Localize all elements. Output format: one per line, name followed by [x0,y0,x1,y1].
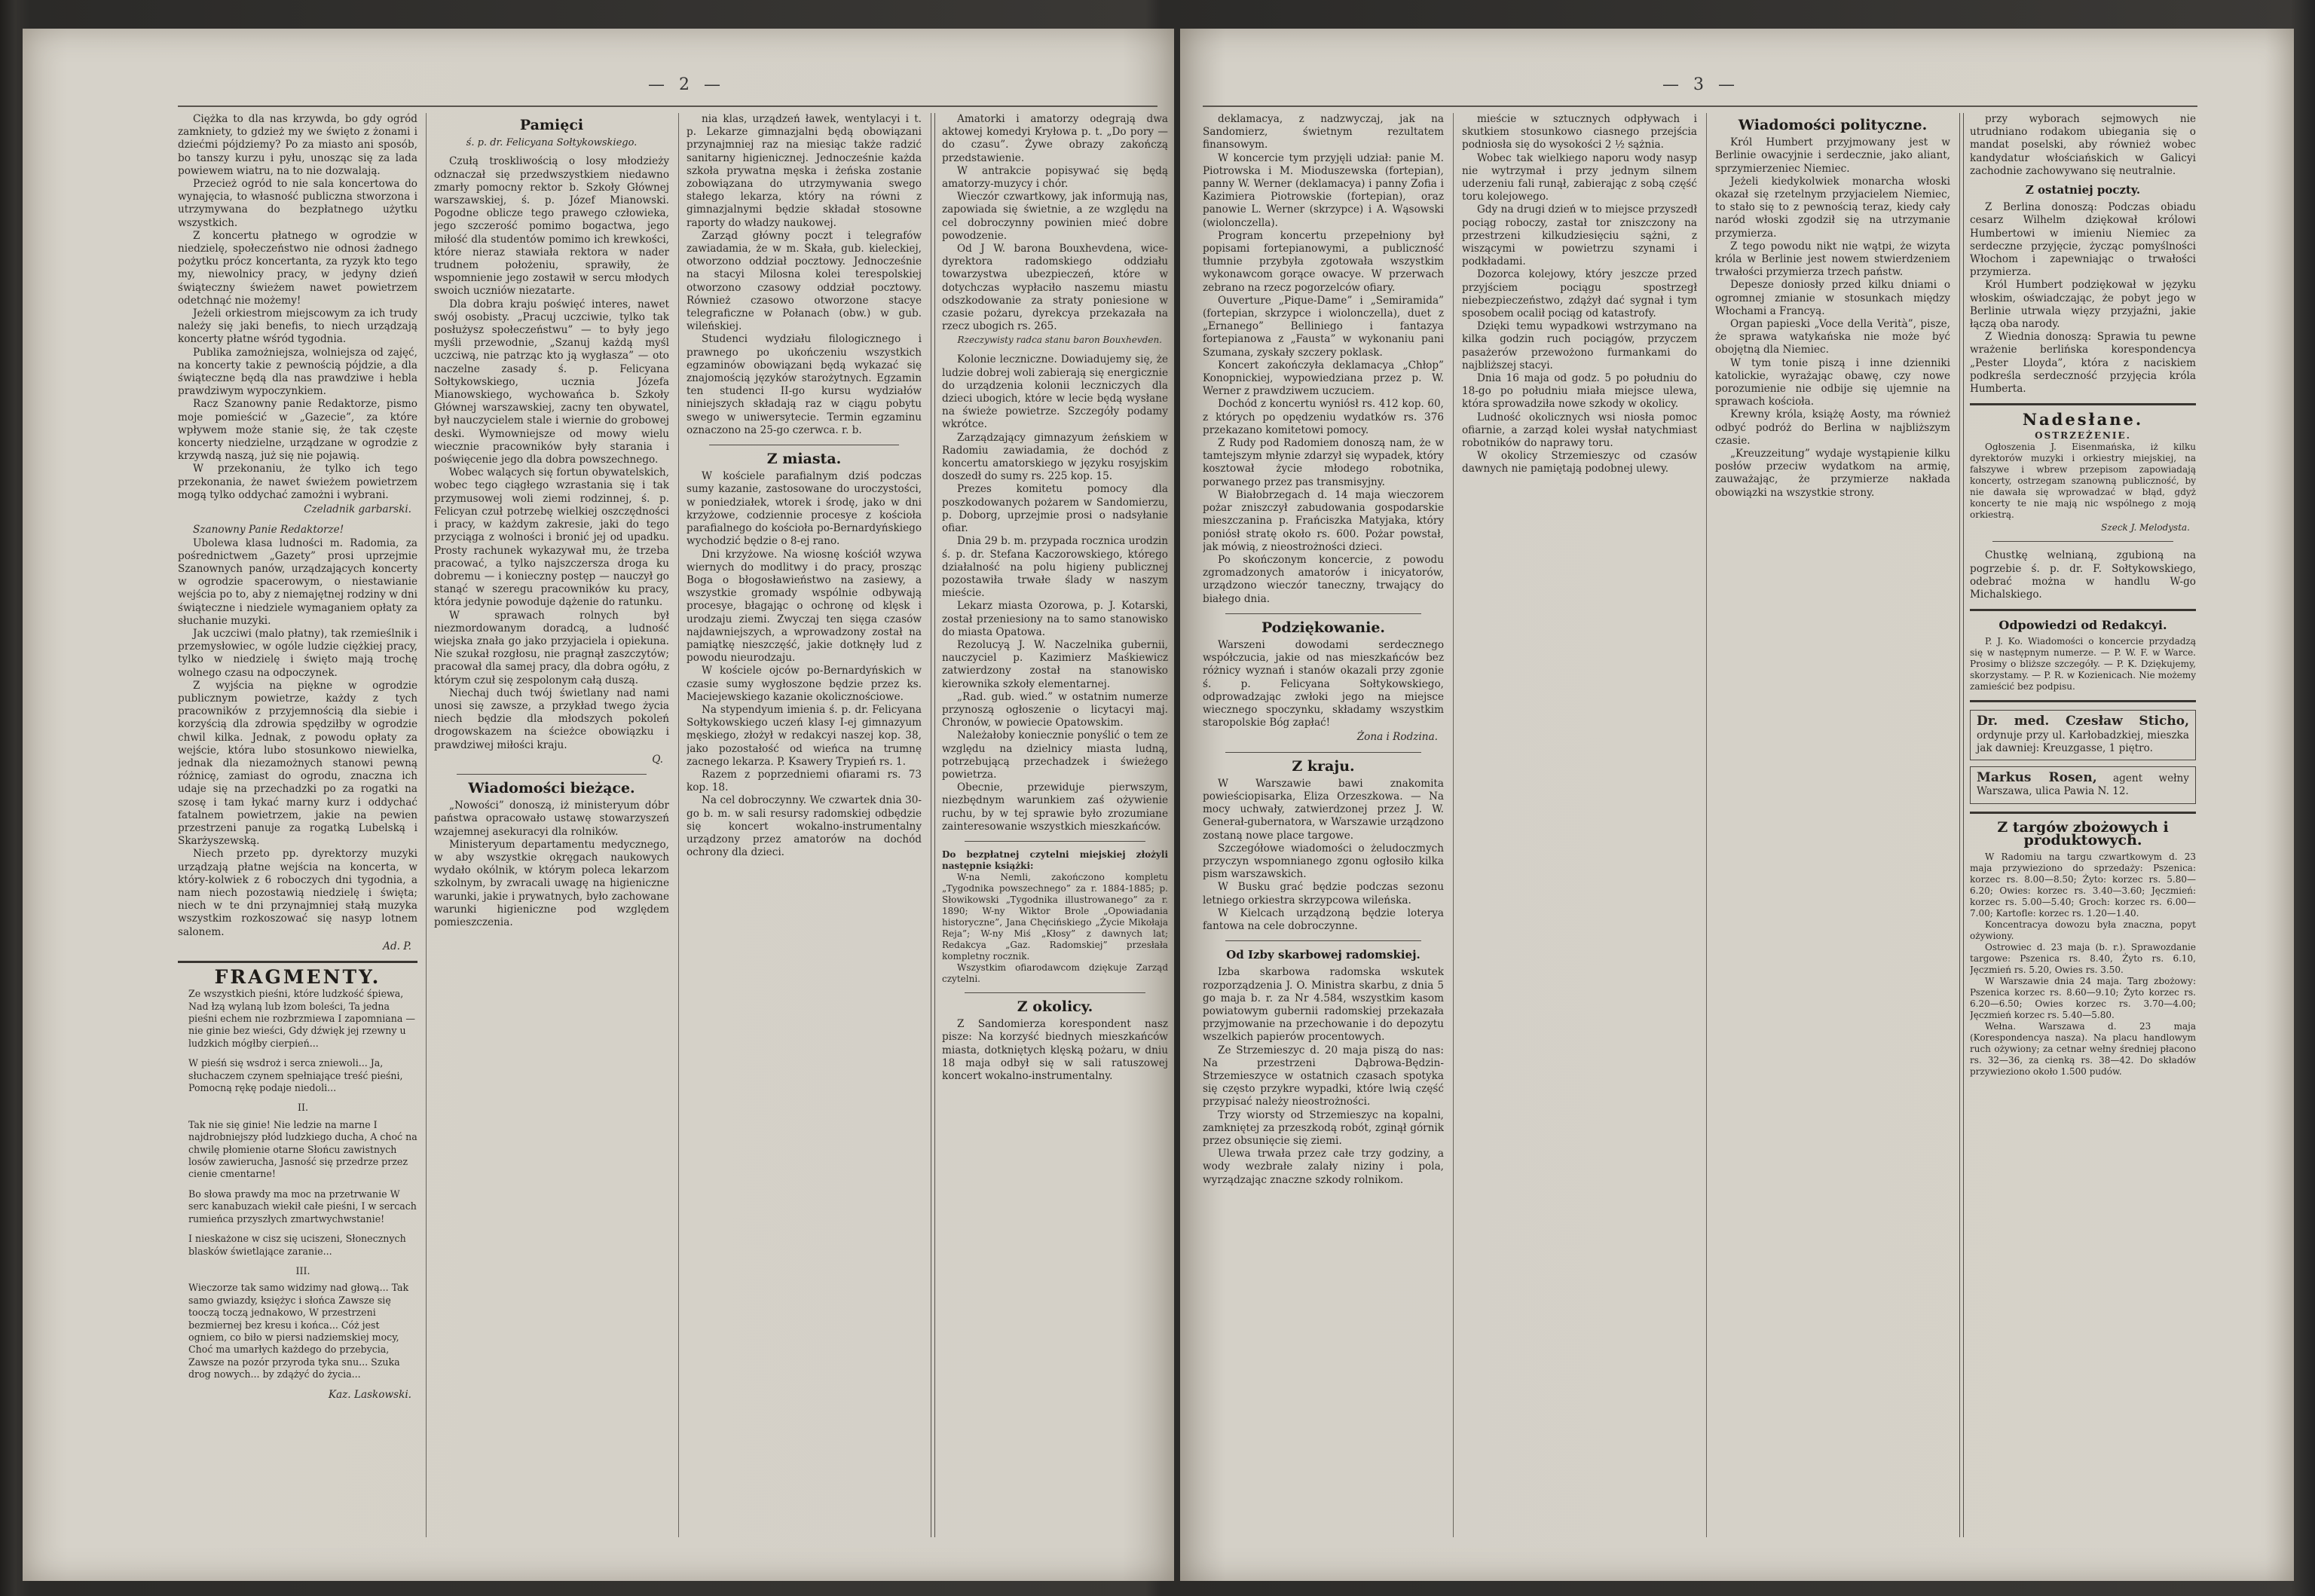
column-2 [1462,113,1697,1545]
paragraph: Depesze doniosły przed kilku dniami o ogromnej zmianie w stosunkach między Włochami a Francyą. [1715,279,1950,317]
column-4 [1970,113,2196,1545]
paragraph: Ciężka to dla nas krzywda, bo gdy ogród zamkniety, to gdzież my we święto z żonami i dziećmi pójdziemy? Po za miasto ani sposób, bo tanszy kurzu i pyłu, unosząc się za lada powiewem wiatru, na to nie dozwalają. [178,113,417,177]
section-title-nadeslane: Nadesłane. [2022,410,2144,430]
paragraph: Studenci wydziału filologicznego i prawnego po ukończeniu wszystkich egzaminów obowiązani będą wykazać się znajomością języków starożytnych. Egzamin ten studenci II-go kursu wydziałów niniejszych składają raz w ciągu pobytu swego w uniwersytecie. Termin egzaminu oznaczono na 25-go czerwca. r. b. [687,333,922,436]
paragraph: Ludność okolicznych wsi niosła pomoc ofiarnie, a zarząd kolei wysłał natychmiast robotników do naprawy toru. [1462,411,1697,450]
section-divider [1225,940,1421,941]
ad-name: Dr. med. Czesław Sticho, [1977,714,2189,729]
poem-author: Kaz. Laskowski. [328,1388,411,1401]
paragraph: Jak uczciwi (malo płatny), tak rzemieślnik i przemysłowiec, w ogóle ludzie ciężkiej pracy, tylko w niedzielę i święto mają trochę wolnego czasu na odpoczynek. [178,627,417,679]
paragraph: Ze Strzemieszyc d. 20 maja piszą do nas: Na przestrzeni Dąbrowa-Będzin-Strzemieszyce w ostatnich czasach spotyka się często przykre wypadki, które lwią część przypisać należy nieostrożności. [1203,1044,1444,1108]
paragraph: W antrakcie popisywać się będą amatorzy-muzycy i chór. [942,164,1168,191]
paragraph: Wobec tak wielkiego naporu wody nasyp nie wytrzymał i przy jednym silnem uderzeniu fali runął, zabierając z sobą część toru kolejowego. [1462,151,1697,203]
section-divider [457,774,647,775]
advertisement-doctor [1970,710,2196,760]
letter-salutation: Szanowny Panie Redaktorze! [193,524,344,537]
paragraph: Amatorki i amatorzy odegrają dwa aktowej komedyi Kryłowa p. t. „Do pory — do czasu”. Żywe obrazy zakończą przedstawienie. [942,113,1168,164]
paragraph: Dla dobra kraju poświęć interes, nawet swój osobisty. „Pracuj uczciwie, tylko tak posłużysz społeczeństwu” — to były jego myśli przewodnie, „Szanuj każdą myśl uczciwą, nie patrząc kto ją wygłasza” — oto naczelne zasady ś. p. Felicyana Sołtykowskiego, ucznia Józefa Mianowskiego, wychowańca b. Szkoły Głównej warszawskiej, zacny ten obywatel, był nauczycielem stale i wiernie do grobowej deski. Wymowniejsze od mowy wielu wiecznie pracowników były starania i poświęcenie jego dla dobra powszechnego. [434,298,669,466]
newspaper-page-right [1180,29,2294,1581]
column-rule-double [931,113,935,1537]
paragraph: W Warszawie dnia 24 maja. Targ zbożowy: Pszenica korzec rs. 8.60—9.10; Żyto korzec rs. 6.20—6.50; Owies korzec rs. 3.70—4.00; Jęczmień korzec rs. 5.40—5.80. [1970,975,2196,1020]
paragraph: Ouverture „Pique-Dame” i „Semiramida” (fortepian, skrzypce i wiolonczella), duet z „Ernanego” Belliniego i fantazya fortepianowa z „Fausta” w wykonaniu pani Szumana, zyskały szczery poklask. [1203,294,1444,359]
page-number: — 3 — [1662,75,1739,94]
paragraph: W okolicy Strzemieszyc od czasów dawnych nie pamiętają podobnej ulewy. [1462,450,1697,475]
section-title-odpowiedzi-redakcyi: Odpowiedzi od Redakcyi. [1998,618,2167,633]
poem-stanza: Wieczorze tak samo widzimy nad głową... Tak samo gwiazdy, księżyc i słońca Zawsze się tooczą toczą jednakowo, W przestrzeni bezmiernej bez kresu i końca... Cóż jest ogniem, co biło w piersi nadziemskiej mocy, Choć ma umarłych każdego do przebycia, Zawsze na pozór przyroda tyka snu... Szuka drog nowych... by zdążyć do życia... [188,1282,409,1380]
paragraph: przy wyborach sejmowych nie utrudniano rodakom ubiegania się o mandat poselski, aby również wobec kandydatur włościańskich w Galicyi zachodnie zachowywano się neutralnie. [1970,113,2196,177]
section-divider [1225,613,1421,614]
column-rule-double [1959,113,1964,1537]
paragraph: W Kielcach urządzoną będzie loterya fantowa na cele dobroczynne. [1203,907,1444,932]
paragraph: Z Rudy pod Radomiem donoszą nam, że w tamtejszym młynie zdarzył się wypadek, który kosztował życie młodego robotnika, porwanego przez pas transmisyjny. [1203,437,1444,488]
paragraph: Zarządzający gimnazyum żeńskiem w Radomiu zawiadamia, że dochód z koncertu amatorskiego w języku rosyjskim doszedł do sumy rs. 225 kop. 15. [942,431,1168,483]
paragraph: Po skończonym koncercie, z powodu zgromadzonych amatorów i inicyatorów, urządzono wieczór taneczny, trwający do białego dnia. [1203,553,1444,605]
section-title-z-kraju: Z kraju. [1292,757,1355,775]
section-title-wiadomosci-polityczne: Wiadomości polityczne. [1738,117,1928,133]
section-title-wiadomosci-biezace: Wiadomości bieżące. [468,779,635,796]
paragraph: Ulewa trwała przez całe trzy godziny, a wody wezbrałe zalały niziny i pola, wyrządzając znaczne szkody rolnikom. [1203,1148,1444,1186]
paragraph: Z koncertu płatnego w ogrodzie w niedzielę, społeczeństwo nie odnosi żadnego pożytku prócz koncertanta, za ryzyk kto tego my, niewolnicy pracy, w jedyny dzień świąteczny świeżem nawet powietrzem odetchnąć nie możemy! [178,229,417,307]
poem-stanza: W pieśń się wsdroż i serca zniewoli... Ja, słuchaczem czynem spełniające treść pieśni, Pomocną rękę podaje niedoli... [188,1057,403,1094]
paragraph: „Kreuzzeitung” wydaje wystąpienie kilku posłów przeciw wydatkom na armię, zauważając, że przymierze nakłada obowiązki na wszystkie strony. [1715,448,1950,499]
paragraph: Lekarz miasta Ozorowa, p. J. Kotarski, został przeniesiony na to samo stanowisko do miasta Opatowa. [942,600,1168,638]
paragraph: W Białobrzegach d. 14 maja wieczorem pożar zniszczył zabudowania gospodarskie mieszczanina p. Frańciszka Matyjaka, który poniósł stratę około rs. 600. Pożar powstał, jak mówią, z nieostrożności dzieci. [1203,488,1444,553]
paragraph: Zarząd główny poczt i telegrafów zawiadamia, że w m. Skała, gub. kieleckiej, otworzono oddział pocztowy. Jednocześnie na stacyi Milosna kolei terespolskiej otworzono czasowy oddział pocztowy. Również czasowo otworzone stacye telegraficzne w Połanach (obw.) w gub. wileńskiej. [687,229,922,333]
section-title-fragmenty: FRAGMENTY. [214,966,381,988]
column-rule [1453,113,1454,1537]
signature: Żona i Rodzina. [1356,731,1438,744]
signature: Szeck J. Melodysta. [2101,522,2190,534]
signature: Czeladnik garbarski. [304,503,411,516]
ad-text: agent wełny Warszawa, ulica Pawia N. 12. [1977,772,2189,798]
section-title-z-ostatniej-poczty: Z ostatniej poczty. [2025,183,2141,197]
column-rule [1706,113,1707,1537]
paragraph: W sprawach rolnych był niezmordowanym doradcą, a ludność wiejska znała go jako przyjaciela i opiekuna. Nie szukał rozgłosu, nie pragnął zaszczytów; pracował dla samej pracy, dla dobra ogółu, z którym czuł się zespolonym całą duszą. [434,609,669,686]
section-divider [1970,403,2196,405]
section-divider [1970,812,2196,814]
paragraph: W Busku grać będzie podczas sezonu letniego orkiestra skrzypcowa wileńska. [1203,881,1444,907]
section-title-podziekowanie: Podziękowanie. [1261,619,1386,636]
column-1 [178,113,417,1545]
paragraph: „Rad. gub. wied.” w ostatnim numerze przynoszą ogłoszenie o licytacyi maj. Chronów, w powiecie Opatowskim. [942,690,1168,729]
paragraph: Dnia 29 b. m. przypada rocznica urodzin ś. p. dr. Stefana Kaczorowskiego, którego działalność na polu higieny publicznej pozostawiła trwałe ślady w naszym mieście. [942,535,1168,600]
paragraph: Król Humbert podziękował w języku włoskim, oświadczając, że pobyt jego w Berlinie utrwala więzy przyjaźni, jakie łączą oba narody. [1970,279,2196,331]
warning-heading: OSTRZEŻENIE. [2035,430,2131,442]
paragraph: Ubolewa klasa ludności m. Radomia, za pośrednictwem „Gazety” prosi uprzejmie Szanownych panów, urządzających koncerty w ogrodzie spacerowym, o niestawianie wejścia po to, aby z niemajętnej rodziny w dni świąteczne i niedziele wymaganiem opłaty za słuchanie muzyki. [178,537,417,627]
paragraph: Rezolucyą J. W. Naczelnika gubernii, nauczyciel p. Kazimierz Maśkiewicz zatwierdzony został na stanowisko kierownika szkoły elementarnej. [942,638,1168,690]
section-divider [965,992,1145,993]
paragraph: Na stypendyum imienia ś. p. dr. Felicyana Sołtykowskiego uczeń klasy I-ej gimnazyum męskiego, złożył w redakcyi naszej kop. 38, jako pozostałość od wieńca na trumnę zacnego lekarza. P. Ksawery Trypień rs. 1. [687,703,922,768]
paragraph: Warszeni dowodami serdecznego współczucia, jakie od nas mieszkańców bez różnicy wyznań i stanów okazali przy zgonie ś. p. Felicyana Sołtykowskiego, odprowadzając zwłoki jego na miejsce wiecznego spoczynku, składamy wszystkim staropolskie Bóg zapłać! [1203,638,1444,729]
poem-stanza: Ze wszystkich pieśni, które ludzkość śpiewa, Nad łzą wylaną lub łzom boleści, Ta jedna pieśni echem nie rozbrzmiewa I zapomniana — nie ginie bez wieści, Gdy dźwięk jej rzewny u ludzkich mógłby cierpień... [188,988,415,1049]
paragraph: deklamacya, z nadzwyczaj, jak na Sandomierz, świetnym rezultatem finansowym. [1203,113,1444,151]
paragraph: Z wyjścia na piękne w ogrodzie publicznym powietrze, każdy z tych pracowników z przyjemnością dla siebie i korzyścią dla zdrowia spędziłby w ogrodzie chwil kilka. Jednak, z powodu opłaty za wejście, która lubo stosunkowo niewielka, jednak dla niezamożnych stanowi pewną różnicę, zamiast do ogrodu, znaczna ich udaje się na przechadzki po za rogatki na szosę i tam łykać marny kurz i oddychać fatalnem powietrzem, jakie na pewien przestrzeni panuje za rogatką Lubelską i Skarżyszewską. [178,679,417,848]
paragraph: Dnia 16 maja od godz. 5 po południu do 18-go po południu miała miejsce ulewa, która sprowadziła nowe szkody w okolicy. [1462,372,1697,411]
paragraph: Od J W. barona Bouxhevdena, wice-dyrektora radomskiego oddziału towarzystwa ubezpieczeń, które w dotychczas wypłaciło naszemu miastu odszkodowanie za straty poniesione w czasie pożaru, dyrekcya przekazała na rzecz ubogich rs. 265. [942,243,1168,333]
paragraph: Koncentracya dowozu była znaczna, popyt ożywiony. [1970,919,2196,941]
paragraph: Ministeryum departamentu medycznego, w aby wszystkie okręgach naukowych wydało okólnik, w którym poleca lekarzom szkolnym, by zwracali uwagę na higieniczne warunki, jakie i prywatnych, było zachowane warunki higieniczne pod względem pomieszczenia. [434,838,669,928]
section-divider [965,841,1145,842]
paragraph: Z Berlina donoszą: Podczas obiadu cesarz Wilhelm dziękował królowi Humbertowi w imieniu Niemiec za serdeczne przyjęcie, życząc pomyślności Włochom i zapewniając o trwałości przymierza. [1970,201,2196,279]
paragraph: Razem z poprzedniemi ofiarami rs. 73 kop. 18. [687,768,922,794]
paragraph: Jeżeli kiedykolwiek monarcha włoski okazał się rzetelnym przyjacielem Niemiec, to stało się to z pewnością teraz, kiedy cały naród włoski zgodził się na utrzymanie przymierza. [1715,175,1950,240]
section-title-z-miasta: Z miasta. [766,451,842,468]
paragraph: Prezes komitetu pomocy dla poszkodowanych pożarem w Sandomierzu, p. Doborg, uprzejmie prosi o nadsyłanie ofiar. [942,483,1168,535]
header-rule [178,105,1158,107]
advertisement-agent [1970,766,2196,803]
paragraph: Jeżeli orkiestrom miejscowym za ich trudy należy się jaki benefis, to niech urządzają koncerty płatne wśród tygodnia. [178,307,417,346]
paragraph: W przekonaniu, że tylko ich tego przekonania, że nawet świeżem powietrzem mogą tylko oddychać zamożni i wybrani. [178,463,417,501]
section-divider [1225,752,1421,753]
poem-stanza: I nieskażone w cisz się uciszeni, Słonecznych blasków świetlające zaranie... [188,1233,406,1257]
paragraph: Dochód z koncertu wyniósł rs. 412 kop. 60, z których po opędzeniu wydatków rs. 376 przekazano komitetowi pomocy. [1203,398,1444,436]
paragraph: Wszystkim ofiarodawcom dziękuje Zarząd czytelni. [942,962,1168,984]
paragraph: W Radomiu na targu czwartkowym d. 23 maja przywieziono do sprzedaży: Pszenica: korzec rs. 8.00—8.50; Żyto: korzec rs. 5.80—6.20; Owies: korzec rs. 3.40—3.60; Jęczmień: korzec rs. 5.00—5.40; Groch: korzec rs. 6.00—7.00; Kartofle: korzec rs. 1.20—1.40. [1970,851,2196,919]
paragraph: mieście w sztucznych odpływach i skutkiem stosunkowo ciasnego przejścia podniosła się do wysokości 2 ½ sążnia. [1462,113,1697,151]
paragraph: Kolonie leczniczne. Dowiadujemy się, że ludzie dobrej woli zabierają się energicznie do urządzenia kolonii leczniczych dla dzieci ubogich, które w lecie będą wysłane na świeże powietrze. Szczegóły podamy wkrótce. [942,353,1168,431]
notice-lost-item: Chustkę welnianą, zgubioną na pogrzebie ś. p. dr. F. Sołtykowskiego, odebrać można w handlu W-go Michalskiego. [1970,549,2196,601]
paragraph: Szczegółowe wiadomości o żeludoczmych przyczyn wspomnianego zgonu ogłosiło kilka pism warszawskich. [1203,842,1444,881]
paragraph: W koncercie tym przyjęli udział: panie M. Piotrowska i M. Mioduszewska (fortepian), panny W. Werner (deklamacya) i panny Zofia i Kazimiera Piotrowskie (fortepian), oraz panowie L. Werner (skrzypce) i A. Wąsowski (wiolonczella). [1203,151,1444,229]
poem-part-number: III. [295,1264,310,1276]
section-title-z-okolicy: Z okolicy. [1017,998,1093,1015]
paragraph: Niech przeto pp. dyrektorzy muzyki urządzają płatne wejścia na koncerta, w który-kolwiek z 6 roboczych dni tygodnia, a nam niech pozostawią niedzielę i święta; niech w te dni przynajmniej stałą muzyka wszystkim rozkoszować się nasyp lotnem salonem. [178,848,417,938]
ad-name: Markus Rosen, [1977,770,2097,786]
paragraph: Krewny króla, książę Aosty, ma również odbyć podróż do Berlina w najbliższym czasie. [1715,408,1950,447]
paragraph: Czułą troskliwością o losy młodzieży odznaczał się przedwszystkiem niedawno zmarły pomocny rektor b. Szkoły Głównej warszawskiej, ś. p. Józef Mianowski. Pogodne oblicze tego prawego człowieka, jego szczerość pomimo bogactwa, jego miłość dla studentów pomimo ich krewkości, które nieraz stawiała rektora w nader trudnem położeniu, sprawiły, że wspomnienie jego zostawił w sercu młodych swoich uczniów niezatarte. [434,155,669,298]
paragraph: Z tego powodu nikt nie wątpi, że wizyta króla w Berlinie jest nowem stwierdzeniem trwałości przymierza trzech państw. [1715,240,1950,279]
paragraph: Z Wiednia donoszą: Sprawia tu pewne wrażenie berlińska korespondencya „Pester Lloyda”, która z naciskiem podkreśla serdeczność przyjęcia króla Humberta. [1970,331,2196,396]
paragraph: Izba skarbowa radomska wskutek rozporządzenia J. O. Ministra skarbu, z dnia 5 go maja b. r. za Nr 4.584, wszystkim kasom powiatowym gubernii radomskiej przekazała przyjmowanie na przechowanie i do depozytu wszelkich papierów procentowych. [1203,966,1444,1044]
section-divider [1970,609,2196,611]
column-3 [687,113,922,1545]
section-divider [1970,700,2196,702]
paragraph: Publika zamożniejsza, wolniejsza od zajęć, na koncerty takie z pewnością pójdzie, a dla świąteczne będą dla nas prawdziwe i hebla prawdziwym wypoczynkiem. [178,346,417,398]
section-divider [1992,541,2173,542]
paragraph: P. J. Ko. Wiadomości o koncercie przydadzą się w następnym numerze. — P. W. F. w Warce. Prosimy o bliższe szczegóły. — P. K. Dziękujemy, skorzystamy. — P. R. w Kozienicach. Nie możemy zamieścić bez podpisu. [1970,636,2196,693]
paragraph: nia klas, urządzeń ławek, wentylacyi i t. p. Lekarze gimnazjalni będą obowiązani przynajmniej raz na miesiąc także radzić sanitarny higienicznej. Jednocześnie każda szkoła prywatna męska i żeńska zostanie zobowiązana do utrzymywania swego stałego lekarza, który na równi z gimnazjalnymi będzie składał stosowne raporty do władzy naukowej. [687,113,922,229]
paragraph: Należałoby koniecznie ponyślić o tem ze względu na dzielnicy miasta ludną, potrzebującą przechadzek i świeżego powietrza. [942,729,1168,781]
newspaper-page-left [23,29,1174,1581]
paragraph: Przecież ogród to nie sala koncertowa do wynajęcia, to własność publiczna stworzona i utrzymywana do bezpłatnego użytku wszystkich. [178,178,417,229]
paragraph: W kościele parafialnym dziś podczas sumy kazanie, zastosowane do uroczystości, w poniedziałek, wtorek i środę, jako w dni krzyżowe, codziennie procesye z kościoła parafialnego do kościoła po-Bernardyńskiego wychodzić będzie o 8-ej rano. [687,470,922,548]
paragraph: Koncert zakończyła deklamacya „Chłop” Konopnickiej, wypowiedziana przez p. W. Werner z prawdziwem uczuciem. [1203,359,1444,398]
paragraph: Król Humbert przyjmowany jest w Berlinie owacyjnie i serdecznie, jako aliant, sprzymierzeniec Niemiec. [1715,136,1950,175]
paragraph: Obecnie, przewiduje pierwszym, niezbędnym warunkiem zaś ożywienie ruchu, by w tej sprawie było zrozumiane zainteresowanie wszystkich mieszkańców. [942,781,1168,833]
section-title-z-targow: Z targów zbożowych i produktowych. [1997,818,2169,848]
ad-text: ordynuje przy ul. Karłobadzkiej, mieszka jak dawniej: Kreuzgasse, 1 piętro. [1977,729,2189,754]
column-rule [426,113,427,1537]
column-1 [1203,113,1444,1545]
paragraph: Ostrowiec d. 23 maja (b. r.). Sprawozdanie targowe: Pszenica rs. 8.40, Żyto rs. 6.10, Jęczmień rs. 5.20, Owies rs. 3.50. [1970,941,2196,975]
poem-part-number: II. [298,1102,308,1114]
section-title-pamieci: Pamięci [519,117,584,133]
column-4 [942,113,1168,1545]
column-2 [434,113,669,1545]
paragraph: W Warszawie bawi znakomita powieściopisarka, Eliza Orzeszkowa. — Na mocy uchwały, zatwierdzonej przez J. W. Generał-gubernatora, w Warszawie urządzono zostaną nowe place targowe. [1203,777,1444,842]
paragraph: W-na Nemli, zakończono kompletu „Tygodnika powszechnego” za r. 1884-1885; p. Słowikowski „Tygodnika illustrowanego” za r. 1890; W-ny Wiktor Brole „Opowiadania historyczne”, Jana Chęcińskiego „Życie Mikołaja Reja”; W-ny Miś „Kłosy” z dawnych lat; Redakcya „Gaz. Radomskiej” przesłała kompletny rocznik. [942,871,1168,962]
paragraph: Program koncertu przepełniony był popisami fortepianowymi, a publiczność tłumnie przybyła zgotowała wszystkim wykonawcom gorące owacye. W przerwach zebrano na rzecz pogorzelców ofiary. [1203,229,1444,294]
poem-stanza: Bo słowa prawdy ma moc na przetrwanie W serc kanabuzach wiekił całe pieśni, I w sercach rumieńca przyszłych zmartwychwstanie! [188,1188,417,1225]
paragraph: Gdy na drugi dzień w to miejsce przyszedł pociąg roboczy, zastał tor zniszczony na przestrzeni kilkudziesięciu sążni, z wiszącymi w powietrzu szynami i podkładami. [1462,203,1697,268]
signature: Ad. P. [383,940,411,952]
section-subtitle: ś. p. dr. Felicyana Sołtykowskiego. [466,137,638,149]
signature: Q. [652,753,663,766]
paragraph: „Nowości” donoszą, iż ministeryum dóbr państwa opracowało ustawę stowarzyszeń wzajemnej asekuracyi dla rolników. [434,800,669,838]
paragraph: Wełna. Warszawa d. 23 maja (Korespondencya nasza). Na placu handlowym ruch ożywiony; za cetnar wełny średniej płacono rs. 32—36, za cienką rs. 38—42. Do składów przywieziono około 1.500 pudów. [1970,1020,2196,1077]
paragraph: Racz Szanowny panie Redaktorze, pismo moje pomieścić w „Gazecie”, za które wpływem może stanie się, że tak częste koncerty niedzielne, urządzane w ogrodzie z krzywdą naszą, już się nie pojawią. [178,398,417,463]
poem-stanza: Tak nie się ginie! Nie ledzie na marne I najdrobniejszy płód ludzkiego ducha, A choć na chwilę płomienie otarne Słońcu zawistnych losów zawierucha, Jasność się przedrze przez cienie cmentarne! [188,1118,417,1180]
section-title-izba-skarbowa: Od Izby skarbowej radomskiej. [1226,948,1420,962]
poem [178,988,417,1380]
paragraph: Wieczór czwartkowy, jak informują nas, zapowiada się świetnie, a ze względu na cel dobroczynny powinien mieć dobre powodzenie. [942,191,1168,242]
paragraph: Organ papieski „Voce della Verità”, pisze, że sprawa watykańska nie może być obojętną dla Niemiec. [1715,318,1950,356]
page-number: — 2 — [648,75,725,94]
paragraph: Niechaj duch twój świetlany nad nami unosi się zawsze, a przykład twego życia niech będzie dla młodszych pokoleń drogowskazem na ścieżce obowiązku i prawdziwej miłości kraju. [434,686,669,751]
column-3 [1715,113,1950,1545]
section-divider [178,961,417,963]
paragraph: Dozorca kolejowy, który jeszcze przed przyjściem pociągu spostrzegł niebezpieczeństwo, zdążył dać sygnał i tym sposobem ocalił pociąg od katastrofy. [1462,268,1697,320]
paragraph: Trzy wiorsty od Strzemieszyc na kopalni, zamkniętej za przeszkodą robót, zginął górnik przez obsunięcie się ziemi. [1203,1108,1444,1148]
header-rule [1203,105,2197,107]
library-notice-title: Do bezpłatnej czytelni miejskiej złożyli następnie książki: [942,848,1168,871]
paragraph: Ogłoszenia J. Eisenmańska, iż kilku dyrektorów muzyki i orkiestry miejskiej, na fałszywe i wbrew przepisom zapowiadają koncerty, ostrzegam szanowną publiczność, by nie dawała się wprowadzać w błąd, gdyż koncerty te nie mają nic wspólnego z moją orkiestrą. [1970,442,2196,521]
column-rule [678,113,679,1537]
paragraph: Z Sandomierza korespondent nasz pisze: Na korzyść biednych mieszkańców miasta, dotkniętych klęską pożaru, w dniu 18 maja odbył się w sali ratuszowej koncert wokalno-instrumentalny. [942,1018,1168,1082]
paragraph: Dni krzyżowe. Na wiosnę kościół wzywa wiernych do modlitwy i do pracy, prosząc Boga o błogosławieństwo na zasiewy, a wszystkie gromady wspólnie odbywają procesye, błagając o ochronę od klęsk i urodzaju ziemi. Zwyczaj ten sięga czasów najdawniejszych, a wprowadzony został na pamiątkę nieszczęść, jakie dotknęły lud z powodu nieurodzaju. [687,548,922,665]
paragraph: W kościele ojców po-Bernardyńskich w czasie sumy wygłoszone będzie przez ks. Maciejewskiego kazanie okolicznościowe. [687,665,922,703]
paragraph: Wobec walących się fortun obywatelskich, wobec tego ciągłego wzrastania się i tak przymusowej woli ziemi rodzinnej, ś. p. Felicyan czuł potrzebę wielkiej oszczędności i pracy, w każdym zakresie, jaki do tego przyciąga z wolności i bronić jej od upadku. Prosty rachunek wykazywał mu, że trzeba pracować, a tylko najszczersza droga ku dobremu — i konieczny postęp — nauczył go stanąć w szeregu pracowników ku pracy, która jedynie powoduje dążenie do ratunku. [434,466,669,609]
paragraph: W tym tonie piszą i inne dzienniki katolickie, wyrażając obawę, czy nowe porozumienie nie odbije się ujemnie na sprawach kościoła. [1715,356,1950,408]
signature: Rzeczywisty radca stanu baron Bouxhevden. [957,335,1162,346]
paragraph: Dzięki temu wypadkowi wstrzymano na kilka godzin ruch pociągów, przyczem pasażerów przewożono furmankami do najbliższej stacyi. [1462,320,1697,371]
paragraph: Na cel dobroczynny. We czwartek dnia 30-go b. m. w sali resursy radomskiej odbędzie się koncert wokalno-instrumentalny urządzony przez amatorów na dochód ochrony dla dzieci. [687,794,922,859]
